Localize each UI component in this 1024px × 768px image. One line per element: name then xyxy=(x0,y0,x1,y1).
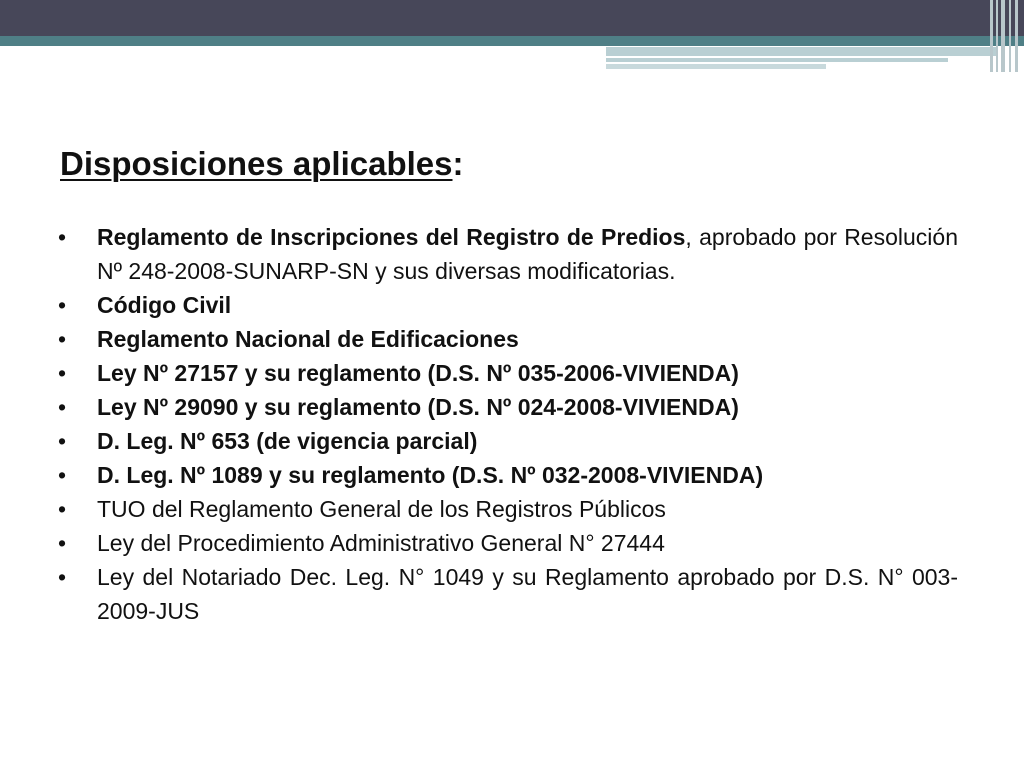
bullet: • xyxy=(58,394,67,420)
list-item xyxy=(58,458,958,492)
list-item-bold: Ley Nº 27157 y su reglamento (D.S. Nº 035-2006-VIVIENDA) xyxy=(97,360,739,386)
list-item xyxy=(58,424,958,458)
list-item xyxy=(58,220,958,288)
header-vertical-stripes xyxy=(988,0,1024,72)
list-item xyxy=(58,288,958,322)
bullet: • xyxy=(58,428,67,454)
header-light-bar-2 xyxy=(606,58,948,62)
list-item-normal: Ley del Notariado Dec. Leg. N° 1049 y su Reglamento aprobado por D.S. N° 003-2009-JUS xyxy=(97,564,958,624)
slide-title-text: Disposiciones aplicables xyxy=(60,145,453,182)
list-item xyxy=(58,526,958,560)
list-item xyxy=(58,356,958,390)
list-item xyxy=(58,492,958,526)
slide-title xyxy=(60,142,960,186)
list-item-bold: D. Leg. Nº 653 (de vigencia parcial) xyxy=(97,428,478,454)
list-item xyxy=(58,390,958,424)
bullet: • xyxy=(58,224,67,250)
bullet: • xyxy=(58,496,67,522)
list-item-normal: TUO del Reglamento General de los Registros Públicos xyxy=(97,496,666,522)
bullet: • xyxy=(58,462,67,488)
header-light-bar-1 xyxy=(606,47,998,56)
list-item-bold: Reglamento de Inscripciones del Registro de Predios xyxy=(97,224,686,250)
bullet: • xyxy=(58,292,67,318)
provisions-list xyxy=(58,220,958,628)
header-light-bar-3 xyxy=(606,64,826,69)
list-item-bold: Ley Nº 29090 y su reglamento (D.S. Nº 024-2008-VIVIENDA) xyxy=(97,394,739,420)
list-item xyxy=(58,322,958,356)
list-item-normal: , aprobado por Resolución Nº 248-2008-SUNARP-SN y sus diversas modificatorias. xyxy=(97,224,958,284)
header-dark-bar xyxy=(0,0,1024,36)
list-item xyxy=(58,560,958,628)
list-item-bold: Código Civil xyxy=(97,292,232,318)
list-item-bold: D. Leg. Nº 1089 y su reglamento (D.S. Nº 032-2008-VIVIENDA) xyxy=(97,462,764,488)
bullet: • xyxy=(58,360,67,386)
list-item-bold: Reglamento Nacional de Edificaciones xyxy=(97,326,519,352)
bullet: • xyxy=(58,564,67,590)
header-teal-bar xyxy=(0,36,1024,46)
bullet: • xyxy=(58,326,67,352)
bullet: • xyxy=(58,530,67,556)
slide-title-colon: : xyxy=(452,145,464,182)
list-item-normal: Ley del Procedimiento Administrativo General N° 27444 xyxy=(97,530,665,556)
